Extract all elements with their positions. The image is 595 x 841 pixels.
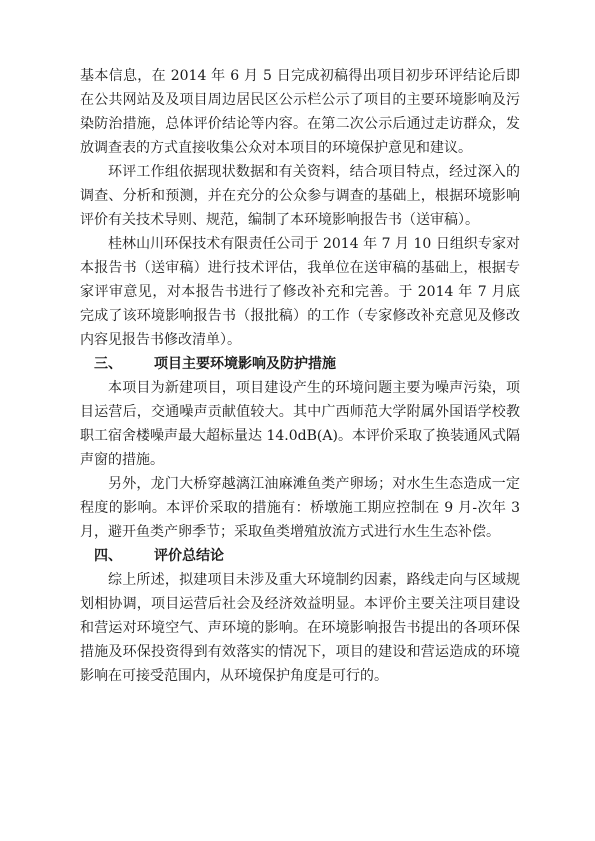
paragraph-aquatic-ecology: 另外，龙门大桥穿越漓江油麻滩鱼类产卵场；对水生生态造成一定程度的影响。本评价采取的措施有：桥墩施工期应控制在 9 月-次年 3 月，避开鱼类产卵季节；采取鱼类增殖放流方式进行水生生态补偿。 bbox=[80, 476, 520, 540]
document-body bbox=[80, 64, 520, 688]
section-title: 项目主要环境影响及防护措施 bbox=[154, 356, 336, 372]
paragraph-public-notice: 基本信息，在 2014 年 6 月 5 日完成初稿得出项目初步环评结论后即在公共网站及及项目周边居民区公示栏公示了项目的主要环境影响及污染防治措施，总体评价结论等内容。在第二次公示后通过走访群众，发放调查表的方式直接收集公众对本项目的环境保护意见和建议。 bbox=[80, 68, 520, 156]
section-heading-main-impacts bbox=[80, 352, 520, 376]
paragraph-report-preparation: 环评工作组依据现状数据和有关资料，结合项目特点，经过深入的调查、分析和预测，并在充分的公众参与调查的基础上，根据环境影响评价有关技术导则、规范，编制了本环境影响报告书（送审稿）。 bbox=[80, 164, 520, 228]
paragraph-noise-impact: 本项目为新建项目，项目建设产生的环境问题主要为噪声污染，项目运营后，交通噪声贡献值较大。其中广西师范大学附属外国语学校教职工宿舍楼噪声最大超标量达 14.0dB(A)。本评价采取了换装通风式隔声窗的措施。 bbox=[80, 380, 520, 468]
paragraph-expert-review: 桂林山川环保技术有限责任公司于 2014 年 7 月 10 日组织专家对本报告书（送审稿）进行技术评估，我单位在送审稿的基础上，根据专家评审意见，对本报告书进行了修改补充和完善。于 2014 年 7 月底完成了该环境影响报告书（报批稿）的工作（专家修改补充意见及修改内容见报告书修改清单）。 bbox=[80, 236, 520, 348]
section-heading-conclusion bbox=[80, 544, 520, 568]
section-title: 评价总结论 bbox=[154, 548, 224, 564]
section-number: 三、 bbox=[94, 356, 122, 372]
section-number: 四、 bbox=[94, 548, 122, 564]
paragraph-overall-conclusion: 综上所述，拟建项目未涉及重大环境制约因素，路线走向与区域规划相协调，项目运营后社会及经济效益明显。本评价主要关注项目建设和营运对环境空气、声环境的影响。在环境影响报告书提出的各项环保措施及环保投资得到有效落实的情况下，项目的建设和营运造成的环境影响在可接受范围内，从环境保护角度是可行的。 bbox=[80, 572, 520, 684]
